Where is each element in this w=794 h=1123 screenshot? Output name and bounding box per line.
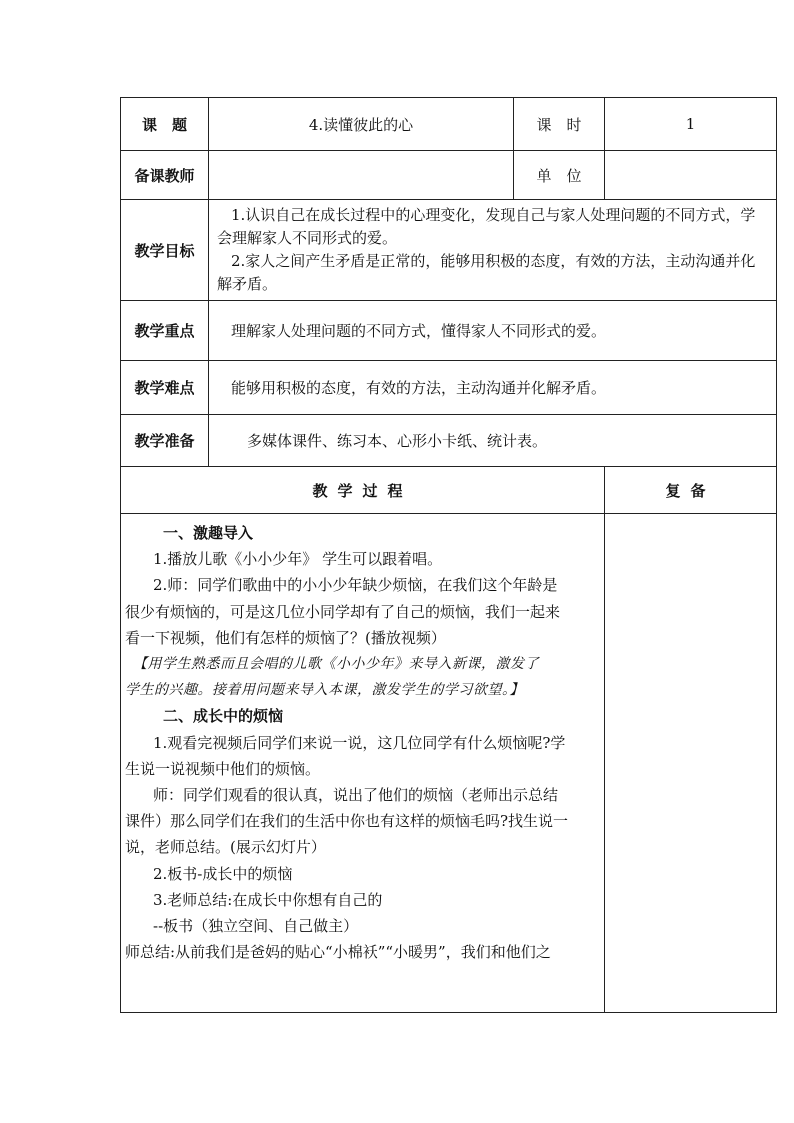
row-process-header bbox=[121, 467, 777, 514]
preparation-text: 多媒体课件、练习本、心形小卡纸、统计表。 bbox=[209, 415, 777, 467]
section-2-title: 二、成长中的烦恼 bbox=[163, 707, 284, 726]
row-process-body bbox=[121, 514, 777, 1013]
s2-p1: 1.观看完视频后同学们来说一说，这几位同学有什么烦恼呢?学 bbox=[153, 733, 566, 752]
s2-p5: --板书（独立空间、自己做主） bbox=[153, 917, 359, 936]
s2-p6: 师总结:从前我们是爸妈的贴心“小棉袄”“小暖男”，我们和他们之 bbox=[125, 943, 551, 962]
objective-1: 1.认识自己在成长过程中的心理变化，发现自己与家人处理问题的不同方式，学会理解家人不同形式的爱。 bbox=[217, 206, 756, 247]
unit-label: 单 位 bbox=[514, 151, 605, 200]
s1-note: 【用学生熟悉而且会唱的儿歌《小小少年》来导入新课，激发了 bbox=[133, 656, 539, 673]
difficulty-text: 能够用积极的态度，有效的方法，主动沟通并化解矛盾。 bbox=[209, 361, 777, 415]
row-topic bbox=[121, 98, 777, 151]
difficulty-label: 教学难点 bbox=[121, 361, 209, 415]
topic-value: 4.读懂彼此的心 bbox=[209, 98, 514, 151]
s2-p2b: 课件）那么同学们在我们的生活中你也有这样的烦恼毛吗?找生说一 bbox=[125, 812, 569, 831]
s2-p2c: 说，老师总结。(展示幻灯片） bbox=[125, 838, 326, 857]
focus-text: 理解家人处理问题的不同方式，懂得家人不同形式的爱。 bbox=[209, 301, 777, 361]
s1-note-2: 学生的兴趣。接着用问题来导入本课，激发学生的学习欲望。】 bbox=[125, 682, 524, 699]
topic-label: 课 题 bbox=[121, 98, 209, 151]
section-1-title: 一、激趣导入 bbox=[163, 524, 254, 542]
objective-2: 2.家人之间产生矛盾是正常的，能够用积极的态度，有效的方法，主动沟通并化解矛盾。 bbox=[217, 252, 756, 293]
objectives-text bbox=[209, 200, 777, 301]
s2-p4: 3.老师总结:在成长中你想有自己的 bbox=[153, 890, 383, 909]
s1-p2b: 很少有烦恼的，可是这几位小同学却有了自己的烦恼，我们一起来 bbox=[125, 602, 561, 621]
s2-p3: 2.板书-成长中的烦恼 bbox=[153, 864, 293, 883]
process-body bbox=[121, 514, 605, 1013]
teacher-label: 备课教师 bbox=[121, 151, 209, 200]
lesson-plan-table bbox=[120, 97, 777, 1013]
row-objectives bbox=[121, 200, 777, 301]
hours-value: 1 bbox=[605, 98, 777, 151]
row-preparation bbox=[121, 415, 777, 467]
preparation-label: 教学准备 bbox=[121, 415, 209, 467]
s2-p2: 师：同学们观看的很认真，说出了他们的烦恼（老师出示总结 bbox=[153, 786, 559, 805]
review-body bbox=[605, 514, 777, 1013]
unit-value bbox=[605, 151, 777, 200]
process-header: 教学过程 bbox=[121, 467, 605, 514]
hours-label: 课 时 bbox=[514, 98, 605, 151]
s2-p1b: 生说一说视频中他们的烦恼。 bbox=[125, 759, 321, 778]
row-teacher bbox=[121, 151, 777, 200]
review-header: 复备 bbox=[605, 467, 777, 514]
teacher-value bbox=[209, 151, 514, 200]
objectives-label: 教学目标 bbox=[121, 200, 209, 301]
s1-p2: 2.师：同学们歌曲中的小小少年缺少烦恼，在我们这个年龄是 bbox=[153, 576, 558, 595]
s1-p1: 1.播放儿歌《小小少年》 学生可以跟着唱。 bbox=[153, 550, 443, 569]
focus-label: 教学重点 bbox=[121, 301, 209, 361]
s1-p2c: 看一下视频，他们有怎样的烦恼了？(播放视频） bbox=[125, 628, 446, 647]
row-difficulty bbox=[121, 361, 777, 415]
row-focus bbox=[121, 301, 777, 361]
